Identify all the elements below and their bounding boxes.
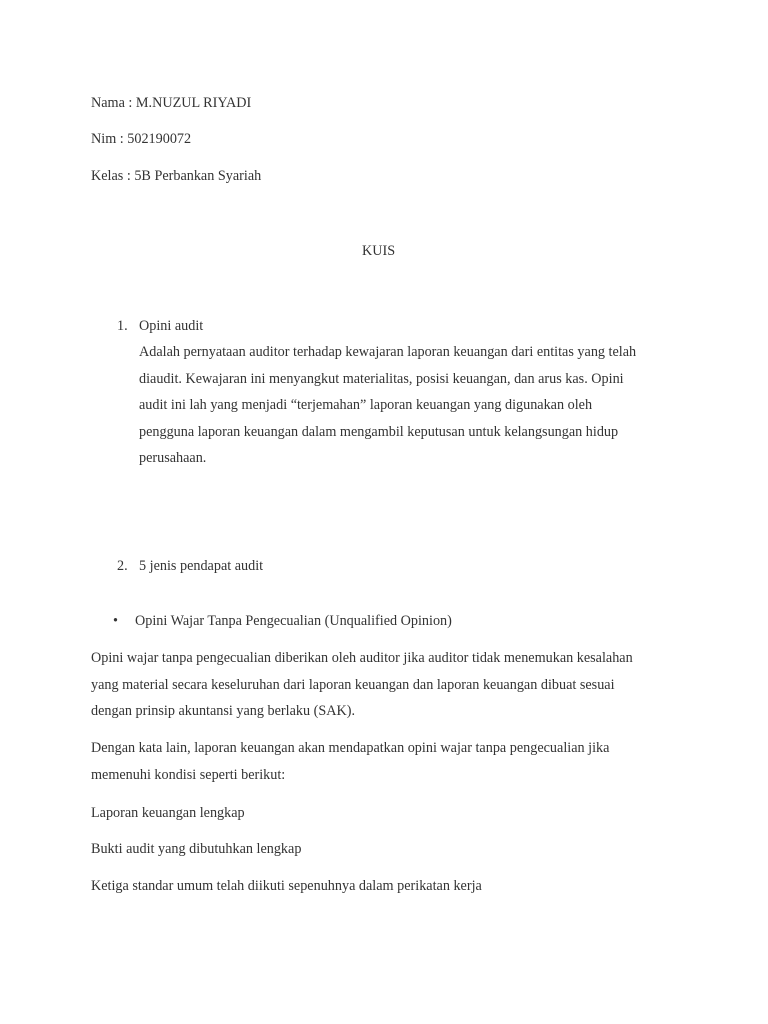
body-line: diaudit. Kewajaran ini menyangkut materialitas, posisi keuangan, dan arus kas. Opini xyxy=(139,370,624,387)
body-line: pengguna laporan keuangan dalam mengambil keputusan untuk kelangsungan hidup xyxy=(139,423,619,440)
body-line: Adalah pernyataan auditor terhadap kewajaran laporan keuangan dari entitas yang telah xyxy=(139,344,637,360)
bullet-icon: • xyxy=(113,613,118,629)
paragraph-unqualified xyxy=(91,645,633,725)
list-heading-2: 5 jenis pendapat audit xyxy=(139,558,264,574)
list-body-1 xyxy=(139,339,636,472)
bullet-text: Opini Wajar Tanpa Pengecualian (Unqualified Opinion) xyxy=(135,613,452,629)
student-nim: Nim : 502190072 xyxy=(91,131,192,147)
condition-item: Laporan keuangan lengkap xyxy=(91,805,245,821)
list-number-1: 1. xyxy=(117,318,128,334)
paragraph-line: memenuhi kondisi seperti berikut: xyxy=(91,766,286,783)
student-class: Kelas : 5B Perbankan Syariah xyxy=(91,168,262,184)
paragraph-line: dengan prinsip akuntansi yang berlaku (SAK). xyxy=(91,703,355,719)
paragraph-line: yang material secara keseluruhan dari laporan keuangan dan laporan keuangan dibuat sesuai xyxy=(91,676,615,693)
paragraph-conditions-intro xyxy=(91,735,609,788)
body-line: perusahaan. xyxy=(139,450,207,466)
condition-item: Bukti audit yang dibutuhkan lengkap xyxy=(91,841,302,857)
condition-item: Ketiga standar umum telah diikuti sepenuhnya dalam perikatan kerja xyxy=(91,878,482,894)
body-line: audit ini lah yang menjadi “terjemahan” laporan keuangan yang digunakan oleh xyxy=(139,397,593,413)
student-name: Nama : M.NUZUL RIYADI xyxy=(91,95,252,111)
paragraph-line: Dengan kata lain, laporan keuangan akan mendapatkan opini wajar tanpa pengecualian jika xyxy=(91,740,610,756)
list-number-2: 2. xyxy=(117,558,128,574)
list-heading-1: Opini audit xyxy=(139,318,204,334)
paragraph-line: Opini wajar tanpa pengecualian diberikan oleh auditor jika auditor tidak menemukan kesalahan xyxy=(91,650,633,666)
document-title: KUIS xyxy=(362,243,396,259)
